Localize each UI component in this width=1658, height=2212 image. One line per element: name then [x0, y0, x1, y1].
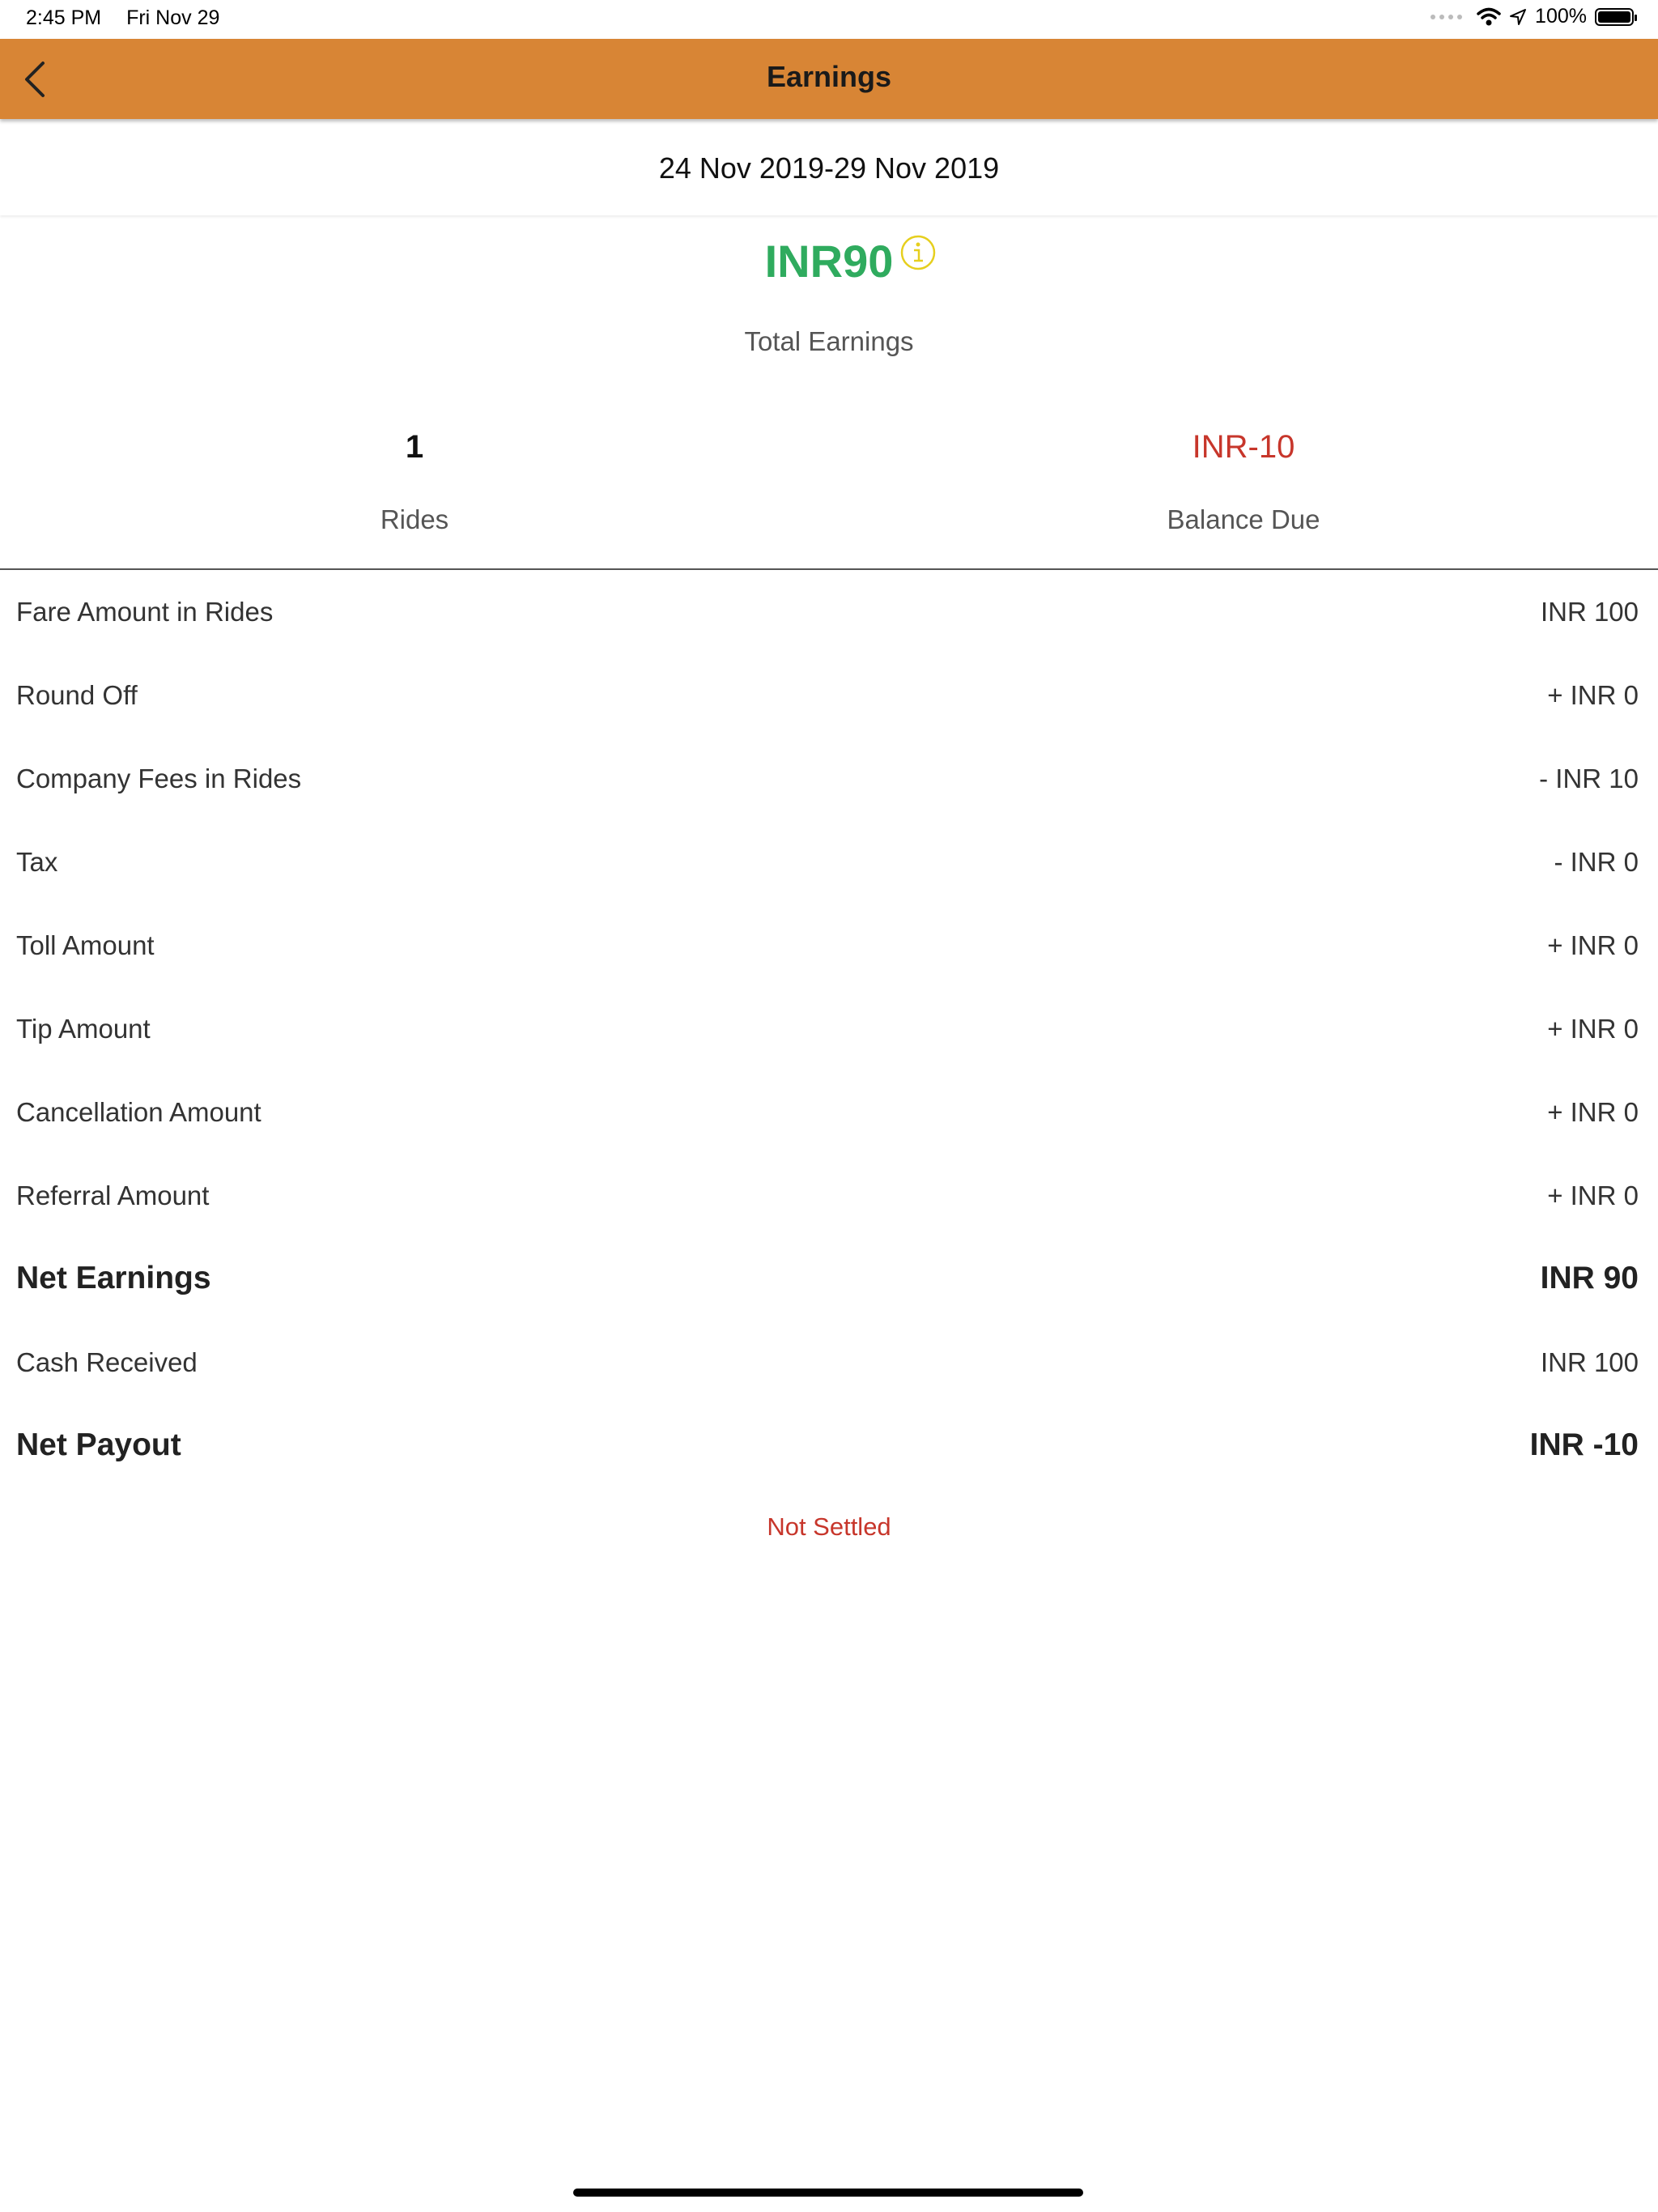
row-value: + INR 0	[1547, 1097, 1639, 1127]
row-value: + INR 0	[1547, 1014, 1639, 1044]
battery-icon	[1595, 8, 1634, 26]
page-title: Earnings	[766, 60, 892, 93]
row-value: + INR 0	[1547, 680, 1639, 710]
row-label: Tax	[16, 847, 58, 877]
breakdown-row-tip	[0, 988, 1658, 1071]
status-indicators	[1431, 5, 1634, 28]
row-value: - INR 0	[1554, 847, 1639, 877]
row-value: INR 100	[1540, 1347, 1639, 1377]
status-date: Fri Nov 29	[126, 6, 220, 29]
breakdown-row-tax	[0, 821, 1658, 904]
breakdown-row-toll	[0, 904, 1658, 988]
section-divider	[0, 568, 1658, 570]
status-time: 2:45 PM	[26, 6, 102, 29]
balance-due-stat	[829, 429, 1658, 535]
breakdown-row-net-payout	[0, 1405, 1658, 1488]
row-label: Cash Received	[16, 1347, 198, 1377]
total-earnings-label: Total Earnings	[744, 326, 914, 356]
row-label: Fare Amount in Rides	[16, 597, 274, 627]
breakdown-row-company-fees	[0, 738, 1658, 821]
row-label: Round Off	[16, 680, 138, 710]
row-label: Toll Amount	[16, 930, 155, 960]
row-value: + INR 0	[1547, 1180, 1639, 1210]
rides-stat	[0, 429, 829, 535]
rides-count: 1	[405, 429, 424, 465]
row-value: INR -10	[1529, 1427, 1639, 1462]
row-label: Referral Amount	[16, 1180, 210, 1210]
breakdown-row-round-off	[0, 654, 1658, 738]
date-range: 24 Nov 2019-29 Nov 2019	[0, 121, 1658, 215]
row-value: INR 90	[1540, 1261, 1639, 1295]
row-label: Company Fees in Rides	[16, 764, 302, 793]
status-bar	[0, 0, 1658, 37]
battery-percentage: 100%	[1535, 5, 1587, 28]
home-indicator[interactable]	[573, 2189, 1083, 2197]
wifi-icon	[1477, 7, 1501, 27]
row-label: Tip Amount	[16, 1014, 151, 1044]
breakdown-row-referral	[0, 1155, 1658, 1238]
rides-label: Rides	[380, 504, 449, 534]
row-value: - INR 10	[1539, 764, 1639, 793]
info-circle-icon[interactable]	[899, 233, 937, 272]
breakdown-row-cash-received	[0, 1321, 1658, 1405]
breakdown-row-net-earnings	[0, 1238, 1658, 1321]
row-value: INR 100	[1540, 597, 1639, 627]
status-time-date	[26, 6, 239, 30]
balance-due-label: Balance Due	[1167, 504, 1320, 534]
settlement-status: Not Settled	[767, 1512, 891, 1541]
row-label: Cancellation Amount	[16, 1097, 261, 1127]
location-arrow-icon	[1509, 8, 1527, 26]
navigation-bar	[0, 39, 1658, 119]
signal-dots-icon	[1431, 15, 1462, 19]
breakdown-row-cancellation	[0, 1071, 1658, 1155]
total-earnings-amount: INR90	[764, 236, 894, 287]
row-label: Net Earnings	[16, 1261, 211, 1295]
row-value: + INR 0	[1547, 930, 1639, 960]
balance-due-value: INR-10	[1192, 429, 1295, 465]
breakdown-row-fare	[0, 571, 1658, 654]
row-label: Net Payout	[16, 1427, 181, 1462]
